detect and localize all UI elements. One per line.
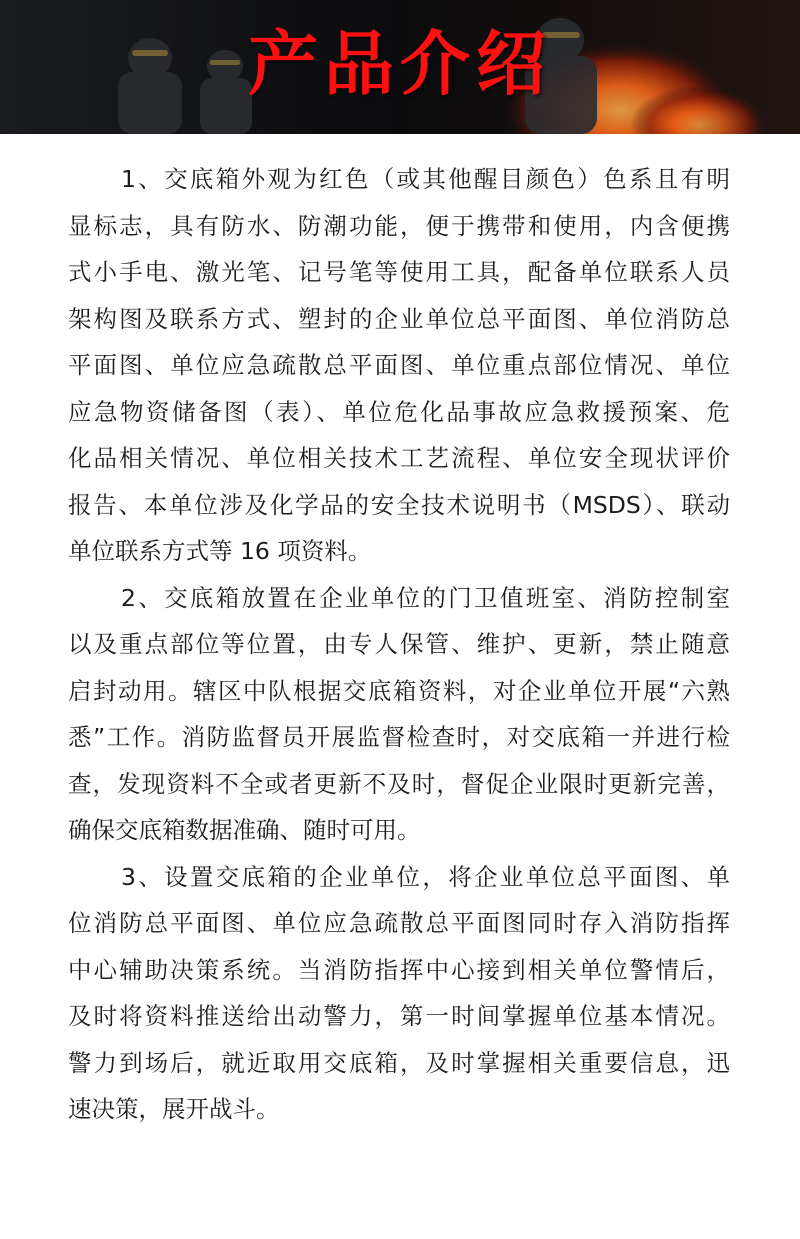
text-line: 式小手电、激光笔、记号笔等使用工具，配备单位联系人员 — [68, 258, 730, 286]
text-line: 位消防总平面图、单位应急疏散总平面图同时存入消防指挥 — [68, 909, 730, 937]
text-line: 确保交底箱数据准确、随时可用。 — [68, 816, 421, 844]
text-line: 悉”工作。消防监督员开展监督检查时，对交底箱一并进行检 — [68, 723, 730, 751]
text-line: 架构图及联系方式、塑封的企业单位总平面图、单位消防总 — [68, 304, 730, 333]
text-line: 1、交底箱外观为红色（或其他醒目颜色）色系且有明 — [121, 165, 730, 193]
paragraph-2 — [68, 575, 730, 854]
text-line: 以及重点部位等位置，由专人保管、维护、更新，禁止随意 — [68, 630, 730, 658]
product-description — [0, 134, 730, 1133]
text-line: 应急物资储备图（表）、单位危化品事故应急救援预案、危 — [68, 397, 730, 426]
text-line: 速决策，展开战斗。 — [68, 1095, 280, 1123]
text-line: 化品相关情况、单位相关技术工艺流程、单位安全现状评价 — [68, 444, 730, 472]
text-line: 中心辅助决策系统。当消防指挥中心接到相关单位警情后， — [68, 955, 730, 984]
text-line: 警力到场后，就近取用交底箱，及时掌握相关重要信息，迅 — [68, 1048, 730, 1077]
text-line: 及时将资料推送给出动警力，第一时间掌握单位基本情况。 — [68, 1002, 730, 1030]
banner-title: 产品介绍 — [248, 23, 552, 105]
text-line: 启封动用。辖区中队根据交底箱资料，对企业单位开展“六熟 — [68, 676, 730, 705]
paragraph-1 — [68, 156, 730, 575]
text-line: 单位联系方式等 16 项资料。 — [68, 537, 372, 565]
paragraph-3 — [68, 854, 730, 1133]
text-line: 2、交底箱放置在企业单位的门卫值班室、消防控制室 — [121, 583, 730, 612]
header-banner — [0, 0, 800, 134]
text-line: 3、设置交底箱的企业单位，将企业单位总平面图、单 — [121, 862, 730, 891]
text-line: 显标志，具有防水、防潮功能，便于携带和使用，内含便携 — [68, 211, 730, 240]
text-line: 平面图、单位应急疏散总平面图、单位重点部位情况、单位 — [68, 351, 730, 379]
text-line: 查，发现资料不全或者更新不及时，督促企业限时更新完善， — [68, 769, 730, 798]
text-line: 报告、本单位涉及化学品的安全技术说明书（MSDS）、联动 — [68, 490, 730, 519]
